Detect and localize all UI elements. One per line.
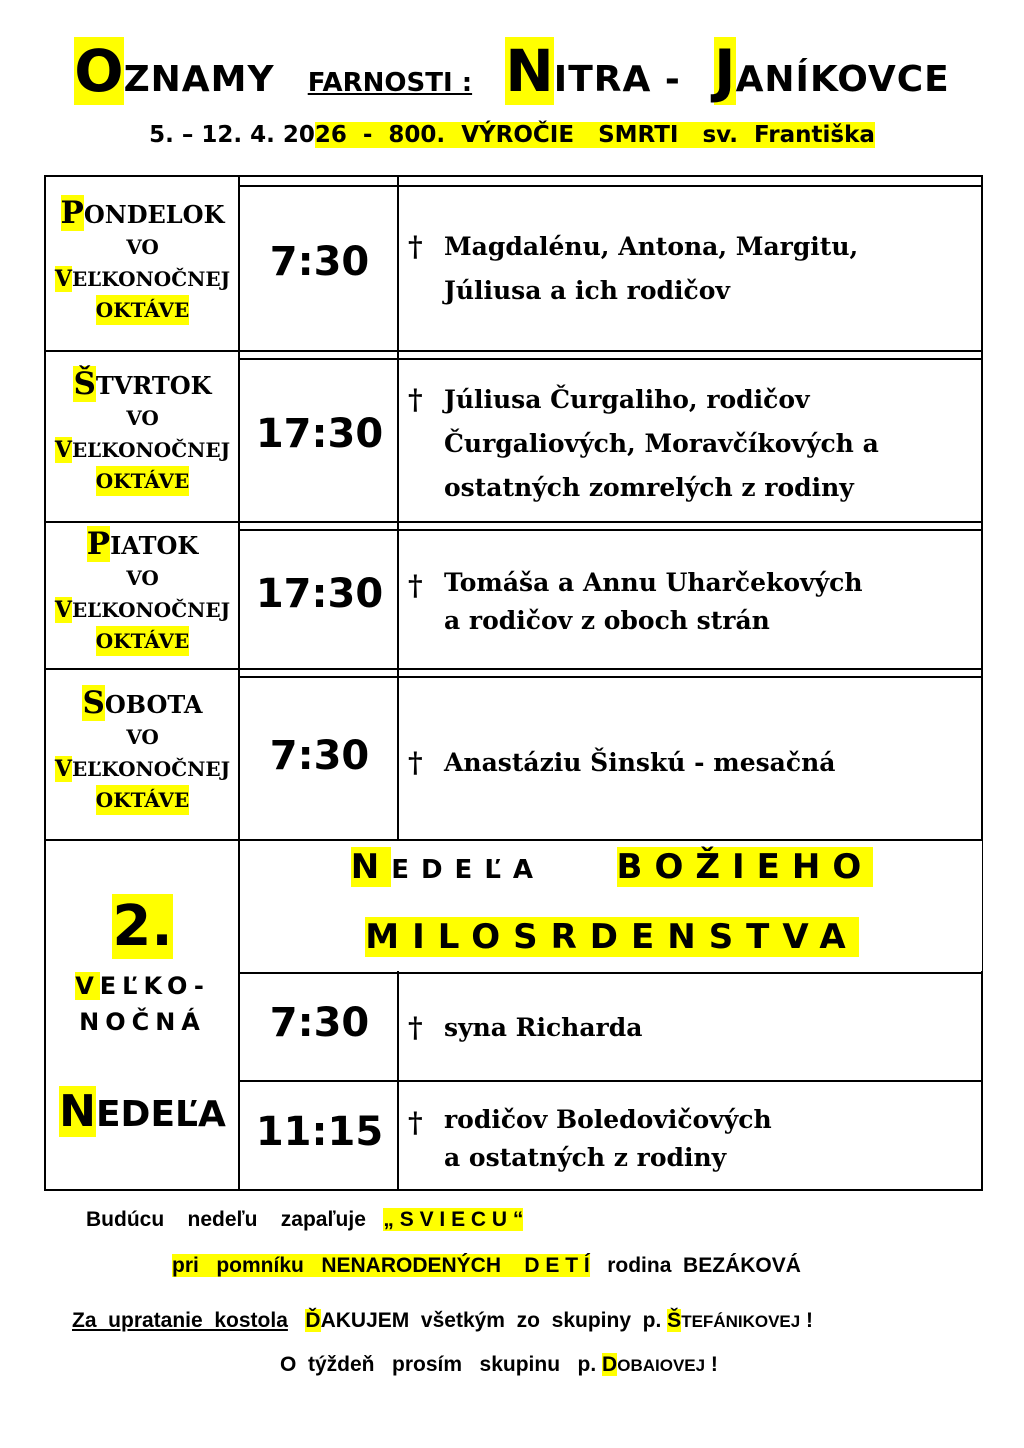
mass-time: 11:15 — [255, 1109, 384, 1155]
row-divider — [239, 1080, 981, 1082]
row-divider — [46, 350, 981, 352]
day-label-friday — [46, 528, 239, 656]
day-v-initial: V — [54, 597, 72, 623]
feast-bozieho: BOŽIEHO — [616, 847, 874, 887]
next-week-notice — [280, 1353, 718, 1377]
day-initial: S — [82, 685, 105, 721]
mass-intention — [408, 741, 978, 785]
day-name: OBOTA — [104, 690, 203, 719]
day-vo: VO — [126, 235, 159, 259]
day-vo: VO — [126, 406, 159, 430]
title-janikovce: ANÍKOVCE — [735, 59, 950, 100]
intention-line: rodičov Boledovičových — [444, 1105, 772, 1134]
mass-intention — [408, 564, 978, 640]
mass-intention — [408, 225, 978, 313]
row-double-line — [239, 529, 981, 531]
day-v-initial: V — [54, 756, 72, 782]
sunday-nocna: NOČNÁ — [79, 1008, 206, 1036]
day-velkonocnej: EĽKONOČNEJ — [71, 598, 231, 622]
sunday-n-initial: N — [59, 1086, 96, 1137]
day-oktave: OKTÁVE — [96, 785, 189, 815]
feast-milosrdenstva: MILOSRDENSTVA — [365, 917, 859, 957]
title-farnosti: FARNOSTI : — [307, 68, 473, 98]
title-initial-o: O — [74, 37, 124, 105]
candle-text: Budúcu nedeľu zapaľuje — [86, 1208, 384, 1231]
intention-line: Čurgaliových, Moravčíkových a — [444, 429, 879, 458]
monument-text: pri pomníku NENARODENÝCH D E T Í — [172, 1254, 590, 1277]
title-nitra: ITRA - — [553, 59, 681, 100]
sunday-label — [46, 840, 239, 1190]
mass-time: 7:30 — [269, 1000, 370, 1046]
intention-line: Tomáša a Annu Uharčekových — [444, 568, 863, 597]
family-name: rodina BEZÁKOVÁ — [607, 1254, 801, 1277]
subtitle-dates: 5. – 12. 4. 20 — [149, 122, 315, 148]
day-name: IATOK — [110, 531, 199, 560]
row-double-line — [239, 676, 981, 678]
mass-intention — [408, 1006, 978, 1050]
next-group-initial: D — [602, 1353, 618, 1376]
sunday-v-initial: V — [75, 972, 100, 1000]
mass-time: 17:30 — [255, 571, 384, 617]
feast-initial: N — [350, 847, 392, 887]
row-divider — [239, 972, 981, 974]
day-initial: P — [60, 195, 84, 231]
sunday-nedela: EDEĽA — [95, 1094, 226, 1135]
title-initial-j: J — [713, 37, 736, 105]
subtitle — [0, 122, 1024, 148]
day-label-thursday — [46, 368, 239, 496]
mass-time: 17:30 — [255, 411, 384, 457]
thanks-text: AKUJEM všetkým zo skupiny p. — [320, 1309, 668, 1332]
intention-line: syna Richarda — [444, 1013, 643, 1042]
cross-icon: † — [408, 230, 423, 263]
intention-line: Anastáziu Šinskú - mesačná — [444, 748, 836, 777]
exclamation: ! — [705, 1353, 718, 1376]
mass-time: 7:30 — [269, 239, 370, 285]
mass-time: 7:30 — [269, 733, 370, 779]
cross-icon: † — [408, 746, 423, 779]
row-divider — [46, 668, 981, 670]
day-oktave: OKTÁVE — [96, 466, 189, 496]
intention-line: Júliusa Čurgaliho, rodičov — [444, 385, 810, 414]
day-label-monday — [46, 197, 239, 325]
subtitle-anniversary: 26 - 800. VÝROČIE SMRTI sv. Františka — [314, 122, 875, 148]
thanks-initial: Ď — [305, 1309, 321, 1332]
day-velkonocnej: EĽKONOČNEJ — [71, 438, 231, 462]
next-week-text: O týždeň prosím skupinu p. — [280, 1353, 603, 1376]
intention-line: a rodičov z oboch strán — [444, 606, 770, 635]
day-v-initial: V — [54, 437, 72, 463]
day-oktave: OKTÁVE — [96, 295, 189, 325]
day-name: TVRTOK — [95, 371, 212, 400]
intention-line: Júliusa a ich rodičov — [444, 276, 730, 305]
row-double-line — [239, 358, 981, 360]
exclamation: ! — [800, 1309, 814, 1332]
day-name: ONDELOK — [83, 200, 225, 229]
cleaning-label: Za upratanie kostola — [72, 1309, 288, 1332]
day-v-initial: V — [54, 266, 72, 292]
intention-line: ostatných zomrelých z rodiny — [444, 473, 854, 502]
day-label-saturday — [46, 687, 239, 815]
mass-intention — [408, 1101, 978, 1177]
candle-notice — [86, 1208, 523, 1232]
intention-line: Magdalénu, Antona, Margitu, — [444, 232, 859, 261]
day-initial: P — [86, 526, 111, 562]
candle-word: „ S V I E C U “ — [383, 1208, 524, 1231]
group-initial: Š — [667, 1309, 682, 1332]
page-title — [0, 38, 1024, 104]
next-group-name: OBAIOVEJ — [617, 1356, 706, 1375]
intention-line: a ostatných z rodiny — [444, 1143, 727, 1172]
day-velkonocnej: EĽKONOČNEJ — [71, 757, 231, 781]
cross-icon: † — [408, 383, 423, 416]
feast-nedela: EDEĽA — [391, 855, 546, 885]
monument-notice — [172, 1254, 801, 1278]
row-double-line — [239, 185, 981, 187]
day-velkonocnej: EĽKONOČNEJ — [71, 267, 231, 291]
day-oktave: OKTÁVE — [96, 626, 189, 656]
sunday-number: 2. — [112, 894, 173, 959]
group-name: TEFÁNIKOVEJ — [681, 1312, 801, 1331]
mass-schedule-table — [44, 175, 983, 1191]
cross-icon: † — [408, 1011, 423, 1044]
mass-intention — [408, 378, 978, 510]
day-vo: VO — [126, 725, 159, 749]
title-initial-n: N — [505, 37, 554, 105]
day-initial: Š — [73, 366, 96, 402]
title-oznamy: ZNAMY — [123, 59, 275, 100]
sunday-velko: EĽKO- — [99, 972, 210, 1000]
row-divider — [46, 521, 981, 523]
cross-icon: † — [408, 1106, 423, 1139]
cleaning-thanks — [72, 1309, 813, 1333]
feast-title — [241, 847, 983, 967]
day-vo: VO — [126, 566, 159, 590]
cross-icon: † — [408, 569, 423, 602]
